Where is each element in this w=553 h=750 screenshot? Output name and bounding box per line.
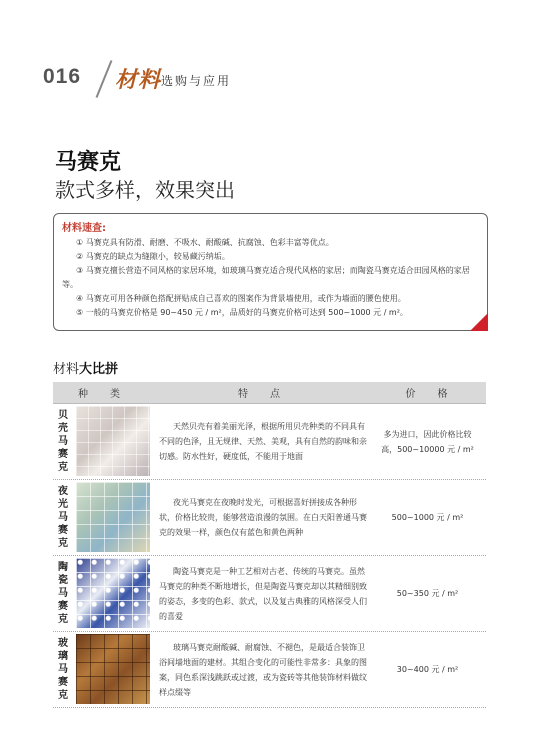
table-header [53,382,486,404]
table-row [53,632,486,708]
row-type-name: 贝壳马赛克 [58,410,68,473]
shell-mosaic-image [76,406,150,476]
row-feature: 夜光马赛克在夜晚时发光，可根据喜好拼接成各种形状，价格比较贵，能够营造浪漫的氛围。在白天阳普通马赛克的效果一样，颜色仅有蓝色和黄色两种 [159,498,367,537]
row-type-name: 玻璃马赛克 [58,638,68,701]
table-row [53,404,486,480]
quick-item: ③ 马赛克擅长营造不同风格的家居环境，如玻璃马赛克适合现代风格的家居；而陶瓷马赛克适合田园风格的家居等。 [62,266,470,289]
header-type: 种 类 [78,389,126,400]
page-subtitle: 款式多样，效果突出 [55,178,235,202]
header-divider [96,60,113,98]
row-price: 50~350 元 / m² [396,589,459,598]
glass-mosaic-image [76,634,150,704]
luminous-mosaic-image [76,482,150,552]
row-feature: 玻璃马赛克耐酸碱、耐腐蚀、不褪色，是最适合装饰卫浴间墙地面的建材。其组合变化的可能性非常多：具象的图案，同色系深浅跳跃或过渡，或为瓷砖等其他装饰材料做纹样点缀等 [159,642,367,697]
row-type-name: 夜光马赛克 [58,486,68,549]
page-header [43,55,263,103]
book-section: 选购与应用 [161,74,232,88]
ceramic-mosaic-image [76,558,150,628]
row-type-name: 陶瓷马赛克 [58,562,68,625]
section-title-prefix: 材料 [53,362,80,377]
row-feature: 陶瓷马赛克是一种工艺相对古老、传统的马赛克。虽然马赛克的种类不断地增长，但是陶瓷马赛克却以其精细别致的姿态，多变的色彩、款式，以及复古典雅的风格深受人们的喜爱 [159,566,367,621]
quick-reference-list [62,236,482,320]
row-price: 30~400 元 / m² [396,665,459,674]
book-brand: 材料 [115,67,162,93]
header-feature: 特 点 [238,389,286,400]
quick-reference-box [53,213,488,331]
page-fold-corner [470,313,488,331]
table-row [53,556,486,632]
page-number: 016 [43,65,82,88]
quick-item: ⑤ 一般的马赛克价格是 90~450 元 / m²，品质好的马赛克价格可达到 500~1000 元 / m²。 [76,308,408,317]
quick-item: ① 马赛克具有防滑、耐磨、不吸水、耐酸碱、抗腐蚀、色彩丰富等优点。 [76,238,334,247]
comparison-table [53,382,486,708]
table-row [53,480,486,556]
page-title: 马赛克 [55,150,122,175]
quick-item: ② 马赛克的缺点为缝隙小，较易藏污纳垢。 [76,252,230,261]
row-feature: 天然贝壳有着美丽光泽，根据所用贝壳种类的不同具有不同的色泽，且无规律、天然、美观，具有自然的韵味和亲切感。防水性好，硬度低，不能用于地面 [159,422,367,461]
row-price: 500~1000 元 / m² [391,513,464,522]
quick-reference-title: 材料速查: [62,223,106,234]
section-title-bold: 大比拼 [79,362,119,377]
comparison-section-title [53,358,118,377]
header-price: 价 格 [405,389,454,400]
quick-item: ④ 马赛克可用各种颜色搭配拼贴成自己喜欢的图案作为背景墙使用，或作为墙面的腰色使用。 [76,294,406,303]
row-price: 多为进口，因此价格比较高，500~10000 元 / m² [381,429,474,454]
